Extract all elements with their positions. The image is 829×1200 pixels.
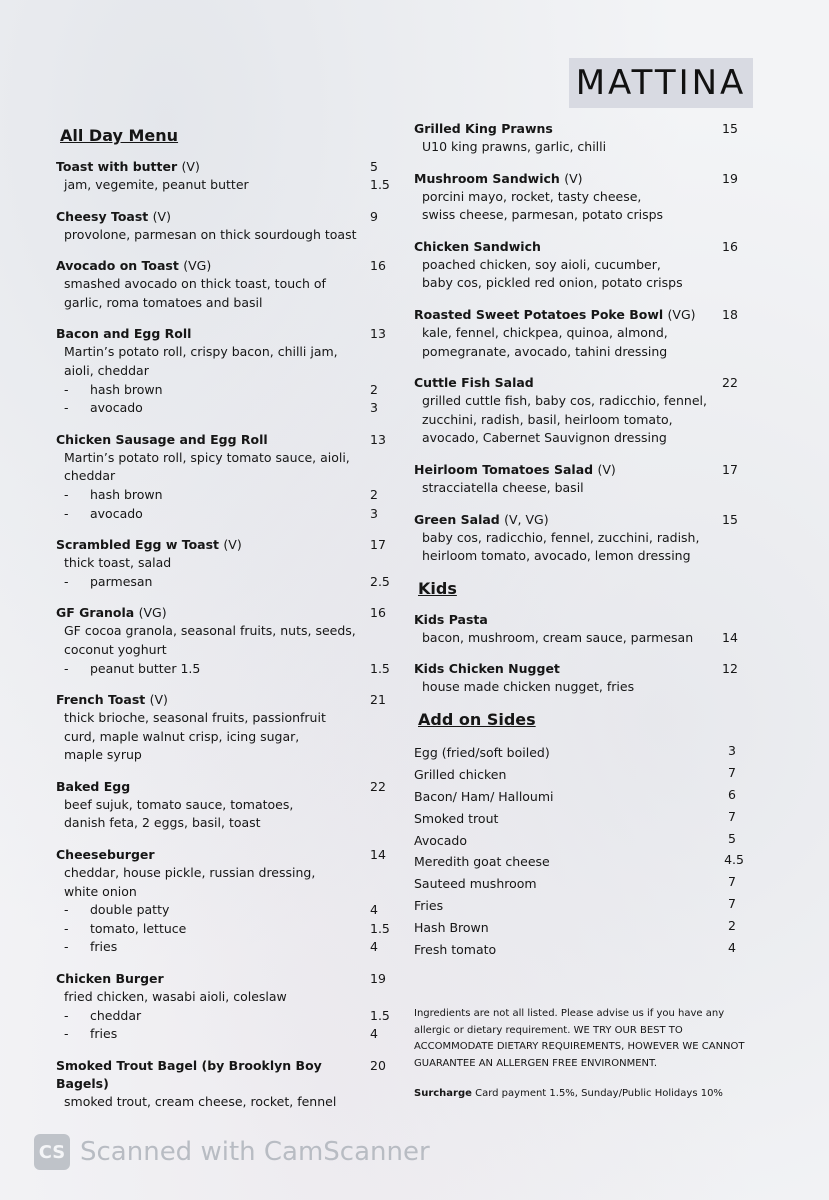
extra-price: 3 bbox=[370, 505, 378, 521]
menu-item-name bbox=[414, 170, 583, 188]
description-text: aioli, cheddar bbox=[64, 362, 149, 378]
menu-item-title: Scrambled Egg w Toast bbox=[56, 537, 220, 553]
menu-item-title: Smoked Trout Bagel (by Brooklyn Boy Bagels) bbox=[56, 1057, 322, 1091]
menu-item-description bbox=[414, 392, 744, 411]
menu-item-description bbox=[414, 429, 744, 448]
side-price: 4.5 bbox=[724, 852, 744, 868]
dietary-tag: (V) bbox=[564, 170, 583, 186]
menu-item bbox=[56, 1057, 392, 1112]
menu-item-name bbox=[414, 306, 696, 324]
extra-name: tomato, lettuce bbox=[90, 920, 187, 936]
menu-item-description bbox=[414, 678, 744, 697]
menu-item-price: 18 bbox=[722, 306, 738, 322]
menu-item-description bbox=[414, 479, 744, 498]
menu-item-price: 14 bbox=[370, 847, 386, 863]
menu-item bbox=[56, 158, 392, 195]
menu-item-description bbox=[56, 467, 392, 486]
menu-item-title: Mushroom Sandwich bbox=[414, 170, 560, 186]
menu-item-header bbox=[56, 691, 392, 709]
all-day-menu-heading: All Day Menu bbox=[60, 126, 179, 145]
extra-label bbox=[64, 486, 163, 505]
extra-price: 2 bbox=[370, 486, 378, 502]
menu-item-extra bbox=[56, 920, 392, 939]
extra-dash: - bbox=[64, 573, 69, 589]
dietary-tag: (V) bbox=[597, 461, 616, 477]
extra-label bbox=[64, 920, 186, 939]
menu-item bbox=[56, 778, 392, 833]
menu-item-description bbox=[414, 324, 744, 343]
extra-dash: - bbox=[64, 486, 69, 502]
description-text: pomegranate, avocado, tahini dressing bbox=[422, 343, 668, 359]
watermark-text: Scanned with CamScanner bbox=[80, 1137, 430, 1167]
menu-item-name bbox=[56, 325, 191, 343]
menu-item-description bbox=[414, 529, 744, 548]
menu-item bbox=[56, 257, 392, 312]
menu-item-name bbox=[414, 511, 549, 529]
menu-item-name bbox=[56, 1057, 370, 1093]
description-text: garlic, roma tomatoes and basil bbox=[64, 294, 263, 310]
right-column bbox=[414, 120, 744, 961]
menu-item-price: 12 bbox=[722, 661, 738, 677]
all-day-menu-list bbox=[56, 158, 392, 1111]
menu-item-title: Avocado on Toast bbox=[56, 258, 179, 274]
menu-item-name bbox=[56, 970, 164, 988]
menu-item-price: 9 bbox=[370, 208, 378, 224]
menu-item-extra bbox=[56, 660, 392, 679]
dietary-tag: (VG) bbox=[183, 258, 212, 274]
description-text: avocado, Cabernet Sauvignon dressing bbox=[422, 430, 667, 446]
side-price: 7 bbox=[728, 808, 736, 824]
menu-item-header bbox=[56, 604, 392, 622]
menu-item-name bbox=[56, 208, 171, 226]
menu-item-description bbox=[414, 206, 744, 225]
menu-item-price: 15 bbox=[722, 511, 738, 527]
description-text: cheddar, house pickle, russian dressing, bbox=[64, 865, 316, 881]
menu-item-title: GF Granola bbox=[56, 605, 135, 621]
menu-item-price: 17 bbox=[370, 537, 386, 553]
description-text: porcini mayo, rocket, tasty cheese, bbox=[422, 188, 642, 204]
description-text: GF cocoa granola, seasonal fruits, nuts, seeds, bbox=[64, 623, 356, 639]
menu-item-description bbox=[414, 188, 744, 207]
menu-item-price: 19 bbox=[370, 971, 386, 987]
mains-list bbox=[414, 120, 744, 566]
side-price: 7 bbox=[728, 874, 736, 890]
menu-item-header bbox=[414, 120, 744, 138]
description-text: smashed avocado on thick toast, touch of bbox=[64, 276, 326, 292]
menu-item-header bbox=[56, 778, 392, 796]
menu-item-name bbox=[56, 846, 155, 864]
menu-item-description bbox=[414, 256, 744, 275]
menu-item bbox=[56, 691, 392, 765]
menu-item bbox=[414, 611, 744, 648]
menu-item-price: 17 bbox=[722, 461, 738, 477]
side-price: 7 bbox=[728, 764, 736, 780]
menu-item-title: Cheesy Toast bbox=[56, 208, 149, 224]
menu-item-title: Chicken Burger bbox=[56, 971, 164, 987]
side-price: 2 bbox=[728, 918, 736, 934]
description-price: 14 bbox=[722, 629, 738, 645]
extra-dash: - bbox=[64, 505, 69, 521]
menu-item-header bbox=[56, 158, 392, 176]
side-item bbox=[414, 851, 744, 873]
menu-item-title: Toast with butter bbox=[56, 159, 178, 174]
menu-item bbox=[414, 170, 744, 225]
menu-item-extra bbox=[56, 1025, 392, 1044]
side-item bbox=[414, 742, 744, 764]
sides-list bbox=[414, 742, 744, 961]
description-text: U10 king prawns, garlic, chilli bbox=[422, 139, 607, 154]
extra-label bbox=[64, 938, 117, 957]
menu-item-extra bbox=[56, 381, 392, 400]
left-column bbox=[56, 120, 392, 1124]
menu-item bbox=[414, 238, 744, 293]
menu-item-description bbox=[56, 746, 392, 765]
menu-item-extra bbox=[56, 901, 392, 920]
menu-item-title: Baked Egg bbox=[56, 778, 131, 794]
menu-item-title: Chicken Sandwich bbox=[414, 238, 541, 254]
extra-price: 4 bbox=[370, 1026, 378, 1042]
extra-name: double patty bbox=[90, 902, 170, 918]
extra-label bbox=[64, 901, 169, 920]
extra-name: avocado bbox=[90, 400, 143, 416]
description-text: stracciatella cheese, basil bbox=[422, 479, 584, 495]
menu-item bbox=[56, 208, 392, 245]
extra-name: hash brown bbox=[90, 486, 163, 502]
menu-item-name bbox=[56, 158, 200, 176]
menu-item-name bbox=[56, 431, 268, 449]
menu-item-description bbox=[414, 274, 744, 293]
menu-item-title: Grilled King Prawns bbox=[414, 121, 553, 136]
menu-item-header bbox=[414, 238, 744, 256]
dietary-tag: (V) bbox=[149, 692, 168, 708]
description-text: danish feta, 2 eggs, basil, toast bbox=[64, 815, 261, 831]
extra-dash: - bbox=[64, 400, 69, 416]
dietary-tag: (VG) bbox=[138, 605, 167, 621]
extra-label bbox=[64, 1007, 141, 1026]
extra-dash: - bbox=[64, 1026, 69, 1042]
extra-name: avocado bbox=[90, 505, 143, 521]
extra-name: fries bbox=[90, 939, 118, 955]
menu-item-name bbox=[414, 611, 488, 629]
side-item bbox=[414, 895, 744, 917]
description-text: coconut yoghurt bbox=[64, 641, 167, 657]
menu-item bbox=[414, 461, 744, 498]
menu-item-title: Green Salad bbox=[414, 511, 500, 527]
side-price: 7 bbox=[728, 896, 736, 912]
menu-item-description bbox=[56, 1093, 392, 1112]
menu-item-name bbox=[414, 660, 560, 678]
description-text: Martin’s potato roll, spicy tomato sauce, aioli, bbox=[64, 449, 350, 465]
menu-item-description bbox=[414, 138, 744, 157]
menu-item-title: Chicken Sausage and Egg Roll bbox=[56, 431, 268, 447]
menu-item bbox=[414, 374, 744, 448]
description-text: thick brioche, seasonal fruits, passionfruit bbox=[64, 710, 326, 726]
camscanner-watermark bbox=[34, 1134, 430, 1170]
menu-item bbox=[56, 604, 392, 678]
menu-item-description bbox=[56, 709, 392, 728]
menu-item-extra bbox=[56, 505, 392, 524]
side-price: 3 bbox=[728, 742, 736, 758]
menu-item-price: 13 bbox=[370, 431, 386, 447]
menu-item-header bbox=[414, 611, 744, 629]
side-name: Fresh tomato bbox=[414, 942, 497, 958]
extra-name: fries bbox=[90, 1026, 118, 1042]
side-item bbox=[414, 764, 744, 786]
menu-item-header bbox=[56, 325, 392, 343]
menu-item-title: Heirloom Tomatoes Salad bbox=[414, 461, 594, 477]
description-text: jam, vegemite, peanut butter bbox=[64, 177, 249, 192]
menu-item-price: 5 bbox=[370, 159, 378, 174]
side-price: 6 bbox=[728, 786, 736, 802]
menu-item-header bbox=[414, 170, 744, 188]
menu-item-description bbox=[56, 814, 392, 833]
extra-name: parmesan bbox=[90, 573, 153, 589]
extra-label bbox=[64, 660, 200, 679]
menu-item-title: Kids Pasta bbox=[414, 611, 488, 627]
menu-item-name bbox=[414, 238, 541, 256]
extra-price: 1.5 bbox=[370, 1007, 390, 1023]
description-text: provolone, parmesan on thick sourdough toast bbox=[64, 226, 357, 242]
description-text: baby cos, radicchio, fennel, zucchini, radish, bbox=[422, 529, 700, 545]
allergen-notice: Ingredients are not all listed. Please advise us if you have any allergic or dietary requirement. WE TRY OUR BEST TO ACCOMMODATE DIETARY REQUIREMENTS, HOWEVER WE CANNOT GUARANTEE AN ALLERGEN FREE ENVIRONMENT. bbox=[414, 1008, 745, 1069]
menu-item bbox=[56, 536, 392, 591]
side-price: 5 bbox=[728, 830, 736, 846]
menu-item-title: Kids Chicken Nugget bbox=[414, 661, 560, 677]
menu-item-description bbox=[56, 294, 392, 313]
extra-dash: - bbox=[64, 381, 69, 397]
menu-item-description bbox=[56, 554, 392, 573]
extra-price: 4 bbox=[370, 902, 378, 918]
menu-item-description bbox=[56, 275, 392, 294]
surcharge-text: Card payment 1.5%, Sunday/Public Holidays 10% bbox=[475, 1088, 723, 1099]
menu-item-extra bbox=[56, 573, 392, 592]
description-text: swiss cheese, parmesan, potato crisps bbox=[422, 207, 664, 223]
dietary-tag: (V) bbox=[152, 208, 171, 224]
menu-item-header bbox=[56, 257, 392, 275]
extra-price: 1.5 bbox=[370, 660, 390, 676]
extra-label bbox=[64, 573, 152, 592]
menu-item-title: Cuttle Fish Salad bbox=[414, 375, 534, 391]
extra-name: hash brown bbox=[90, 381, 163, 397]
menu-item-price: 16 bbox=[370, 258, 386, 274]
menu-item-name bbox=[414, 461, 616, 479]
menu-item-header bbox=[414, 660, 744, 678]
description-text: Martin’s potato roll, crispy bacon, chilli jam, bbox=[64, 344, 338, 360]
menu-item-price: 20 bbox=[370, 1057, 386, 1073]
menu-item-price: 16 bbox=[722, 238, 738, 254]
extra-price: 4 bbox=[370, 939, 378, 955]
sides-heading: Add on Sides bbox=[418, 709, 536, 729]
menu-item-description bbox=[56, 362, 392, 381]
menu-item-name bbox=[56, 691, 168, 709]
menu-item-price: 13 bbox=[370, 326, 386, 342]
side-item bbox=[414, 917, 744, 939]
side-item bbox=[414, 939, 744, 961]
menu-item bbox=[56, 970, 392, 1044]
description-text: white onion bbox=[64, 883, 137, 899]
description-text: maple syrup bbox=[64, 747, 142, 763]
description-text: bacon, mushroom, cream sauce, parmesan bbox=[422, 629, 694, 645]
menu-item-description bbox=[56, 796, 392, 815]
description-text: grilled cuttle fish, baby cos, radicchio, fennel, bbox=[422, 393, 707, 409]
side-item bbox=[414, 808, 744, 830]
extra-dash: - bbox=[64, 920, 69, 936]
menu-item-title: French Toast bbox=[56, 692, 146, 708]
surcharge-label: Surcharge bbox=[414, 1088, 472, 1099]
menu-item-name bbox=[414, 374, 534, 392]
menu-item-description bbox=[56, 226, 392, 245]
side-item bbox=[414, 786, 744, 808]
extra-price: 3 bbox=[370, 400, 378, 416]
menu-item bbox=[56, 846, 392, 957]
menu-item-title: Bacon and Egg Roll bbox=[56, 326, 192, 342]
menu-item bbox=[414, 511, 744, 566]
menu-item bbox=[414, 120, 744, 157]
restaurant-name: MATTINA bbox=[569, 58, 753, 108]
side-price: 4 bbox=[728, 940, 736, 956]
menu-item bbox=[414, 660, 744, 697]
menu-item-extra bbox=[56, 486, 392, 505]
menu-item-extra bbox=[56, 399, 392, 418]
camscanner-logo-icon: CS bbox=[34, 1134, 70, 1170]
extra-dash: - bbox=[64, 660, 69, 676]
side-item bbox=[414, 830, 744, 852]
description-text: cheddar bbox=[64, 468, 116, 484]
extra-price: 1.5 bbox=[370, 920, 390, 936]
description-text: baby cos, pickled red onion, potato crisps bbox=[422, 275, 683, 291]
menu-item-header bbox=[56, 1057, 392, 1093]
menu-item-header bbox=[56, 846, 392, 864]
menu-item-price: 16 bbox=[370, 605, 386, 621]
menu-item-header bbox=[414, 461, 744, 479]
menu-item-description bbox=[56, 343, 392, 362]
extra-price: 2.5 bbox=[370, 573, 390, 589]
description-text: curd, maple walnut crisp, icing sugar, bbox=[64, 728, 300, 744]
extra-name: cheddar bbox=[90, 1007, 142, 1023]
menu-item-name bbox=[56, 604, 167, 622]
description-text: zucchini, radish, basil, heirloom tomato, bbox=[422, 411, 673, 427]
dietary-tag: (V, VG) bbox=[504, 511, 549, 527]
menu-item-description bbox=[414, 629, 744, 648]
extra-dash: - bbox=[64, 1007, 69, 1023]
menu-item-description bbox=[56, 449, 392, 468]
menu-item-description bbox=[56, 728, 392, 747]
menu-item-header bbox=[414, 306, 744, 324]
menu-item-price: 22 bbox=[370, 778, 386, 794]
kids-list bbox=[414, 611, 744, 697]
side-name: Fries bbox=[414, 898, 444, 914]
menu-item-description bbox=[56, 641, 392, 660]
extra-label bbox=[64, 1025, 117, 1044]
extra-label bbox=[64, 399, 143, 418]
side-item bbox=[414, 873, 744, 895]
description-text: smoked trout, cream cheese, rocket, fennel bbox=[64, 1093, 337, 1109]
menu-item-extra bbox=[56, 938, 392, 957]
menu-item-header bbox=[414, 511, 744, 529]
menu-item-price: 19 bbox=[722, 170, 738, 186]
side-name: Avocado bbox=[414, 832, 467, 848]
menu-item-name bbox=[56, 536, 242, 554]
description-price: 1.5 bbox=[370, 177, 390, 192]
extra-dash: - bbox=[64, 939, 69, 955]
description-text: house made chicken nugget, fries bbox=[422, 679, 635, 695]
description-text: heirloom tomato, avocado, lemon dressing bbox=[422, 548, 691, 564]
side-name: Smoked trout bbox=[414, 810, 499, 826]
menu-item-header bbox=[414, 374, 744, 392]
side-name: Meredith goat cheese bbox=[414, 854, 550, 870]
menu-item-price: 22 bbox=[722, 375, 738, 391]
side-name: Hash Brown bbox=[414, 920, 489, 936]
menu-item-header bbox=[56, 536, 392, 554]
extra-price: 2 bbox=[370, 381, 378, 397]
menu-item-price: 15 bbox=[722, 121, 738, 136]
description-text: poached chicken, soy aioli, cucumber, bbox=[422, 256, 661, 272]
menu-item bbox=[56, 431, 392, 523]
extra-label bbox=[64, 505, 143, 524]
menu-item-header bbox=[56, 431, 392, 449]
dietary-tag: (V) bbox=[223, 537, 242, 553]
menu-item bbox=[56, 325, 392, 417]
menu-item-description bbox=[56, 883, 392, 902]
menu-item-name bbox=[414, 120, 553, 138]
menu-item-description bbox=[56, 176, 392, 195]
menu-item-extra bbox=[56, 1007, 392, 1026]
side-name: Grilled chicken bbox=[414, 766, 507, 782]
extra-dash: - bbox=[64, 902, 69, 918]
menu-item-description bbox=[56, 864, 392, 883]
side-name: Sauteed mushroom bbox=[414, 876, 537, 892]
menu-item bbox=[414, 306, 744, 361]
dietary-tag: (V) bbox=[181, 159, 200, 174]
description-text: beef sujuk, tomato sauce, tomatoes, bbox=[64, 796, 294, 812]
description-text: fried chicken, wasabi aioli, coleslaw bbox=[64, 989, 287, 1005]
extra-label bbox=[64, 381, 163, 400]
menu-item-description bbox=[414, 343, 744, 362]
side-name: Bacon/ Ham/ Halloumi bbox=[414, 788, 554, 804]
menu-item-name bbox=[56, 778, 130, 796]
kids-heading: Kids bbox=[418, 578, 457, 598]
menu-item-header bbox=[56, 208, 392, 226]
menu-item-price: 21 bbox=[370, 692, 386, 708]
side-name: Egg (fried/soft boiled) bbox=[414, 744, 550, 760]
menu-item-title: Roasted Sweet Potatoes Poke Bowl bbox=[414, 306, 664, 322]
description-text: thick toast, salad bbox=[64, 555, 172, 571]
menu-item-header bbox=[56, 970, 392, 988]
menu-item-name bbox=[56, 257, 211, 275]
surcharge-note bbox=[414, 1086, 723, 1102]
menu-item-description bbox=[56, 622, 392, 641]
menu-item-description bbox=[414, 411, 744, 430]
menu-item-title: Cheeseburger bbox=[56, 847, 155, 863]
menu-item-description bbox=[414, 547, 744, 566]
description-text: kale, fennel, chickpea, quinoa, almond, bbox=[422, 324, 668, 340]
menu-item-description bbox=[56, 988, 392, 1007]
dietary-tag: (VG) bbox=[667, 306, 696, 322]
extra-name: peanut butter 1.5 bbox=[90, 660, 201, 676]
